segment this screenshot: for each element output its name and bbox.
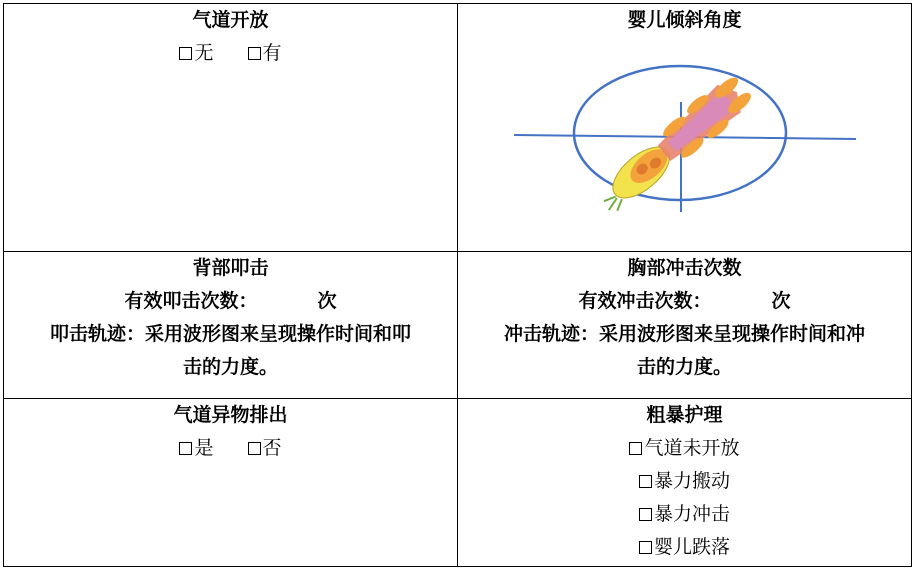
back-tap-title: 背部叩击 xyxy=(192,257,269,279)
checkbox-icon[interactable] xyxy=(639,508,652,521)
foreign-body-options xyxy=(4,432,457,465)
checkbox-icon[interactable] xyxy=(248,47,261,60)
checkbox-icon[interactable] xyxy=(639,475,652,488)
back-tap-trajectory-line-2: 击的力度。 xyxy=(182,356,278,378)
back-tap-trajectory-line-1: 叩击轨迹：采用波形图来呈现操作时间和叩 xyxy=(49,323,411,345)
airway-open-option-yes[interactable]: 有 xyxy=(248,37,282,70)
rough-care-option-fall[interactable]: 婴儿跌落 xyxy=(458,531,911,564)
checkbox-icon[interactable] xyxy=(629,442,642,455)
table-border-right xyxy=(911,3,912,567)
chest-thrust-trajectory-line-1: 冲击轨迹：采用波形图来呈现操作时间和冲 xyxy=(503,323,865,345)
checkbox-icon[interactable] xyxy=(179,47,192,60)
foreign-body-option-yes[interactable]: 是 xyxy=(179,432,213,465)
infant-tilt-cell xyxy=(458,4,911,37)
foreign-body-cell xyxy=(4,399,457,465)
back-tap-count-row: 有效叩击次数： 次 xyxy=(124,290,337,312)
chest-thrust-title: 胸部冲击次数 xyxy=(627,257,742,279)
checkbox-icon[interactable] xyxy=(248,442,261,455)
airway-open-option-no[interactable]: 无 xyxy=(179,37,213,70)
rough-care-title: 粗暴护理 xyxy=(646,404,723,426)
rough-care-option-moving[interactable]: 暴力搬动 xyxy=(458,465,911,498)
infant-tilt-diagram xyxy=(458,40,911,250)
chest-thrust-trajectory-line-2: 击的力度。 xyxy=(636,356,732,378)
foreign-body-option-no[interactable]: 否 xyxy=(248,432,282,465)
rough-care-option-airway[interactable]: 气道未开放 xyxy=(458,432,911,465)
rough-care-cell xyxy=(458,399,911,564)
chest-thrust-count-row: 有效冲击次数： 次 xyxy=(578,290,791,312)
back-tap-cell xyxy=(4,252,457,384)
airway-open-title: 气道开放 xyxy=(192,9,269,31)
rough-care-option-thrust[interactable]: 暴力冲击 xyxy=(458,498,911,531)
infant-tilt-title: 婴儿倾斜角度 xyxy=(627,9,742,31)
airway-open-cell xyxy=(4,4,457,70)
foreign-body-title: 气道异物排出 xyxy=(173,404,288,426)
checkbox-icon[interactable] xyxy=(639,541,652,554)
checkbox-icon[interactable] xyxy=(179,442,192,455)
airway-open-options xyxy=(4,37,457,70)
chest-thrust-cell xyxy=(458,252,911,384)
infant-icon xyxy=(590,70,757,220)
